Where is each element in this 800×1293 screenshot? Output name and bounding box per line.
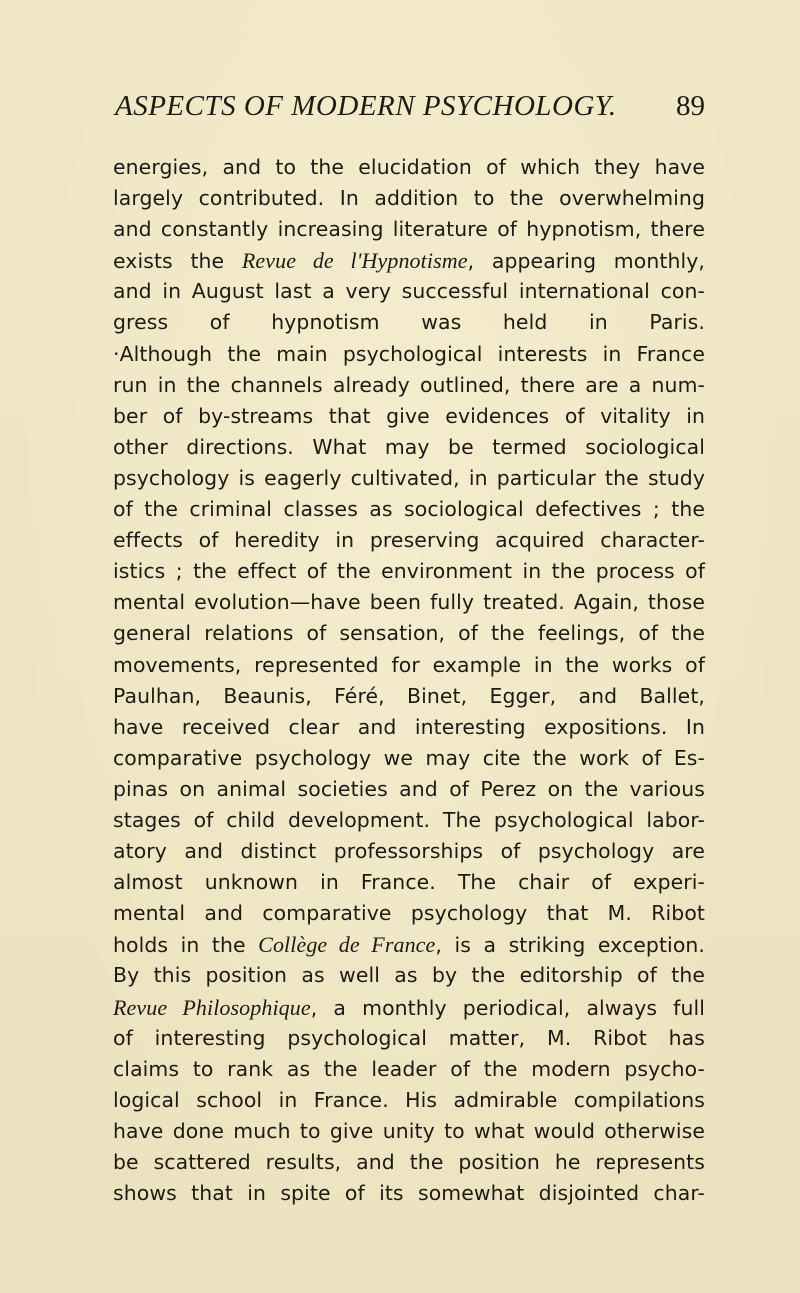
text-line	[113, 898, 705, 929]
text-line	[113, 339, 705, 370]
text-line	[113, 992, 705, 1023]
text-line	[113, 525, 705, 556]
italic-title: Collège de France	[258, 932, 436, 958]
text-segment: , is a striking exception.	[435, 933, 706, 958]
text-segment: almost unknown in France. The chair of experi-	[113, 870, 705, 895]
text-line	[113, 183, 705, 214]
text-segment: be scattered results, and the position he represents	[113, 1150, 705, 1174]
text-segment: gress of hypnotism was held in Paris.	[113, 310, 705, 335]
italic-title: Revue de l'Hypnotisme	[241, 248, 468, 274]
text-line	[113, 867, 705, 898]
text-segment: holds in the	[113, 933, 259, 958]
text-segment: atory and distinct professorships of psychology are	[113, 839, 705, 864]
text-segment: psychology is eagerly cultivated, in particular the study	[113, 465, 705, 490]
text-line	[113, 618, 705, 649]
text-line	[113, 836, 705, 867]
text-segment: stages of child development. The psychological labor-	[113, 807, 705, 832]
text-segment: , a monthly periodical, always full	[310, 995, 706, 1020]
text-line	[113, 152, 705, 183]
text-segment: and in August last a very successful international con-	[113, 279, 705, 304]
text-line	[113, 463, 705, 494]
text-segment: By this position as well as by the editorship of the	[113, 963, 705, 988]
text-segment: other directions. What may be termed sociological	[113, 434, 705, 459]
text-line	[113, 214, 705, 245]
text-segment: istics ; the effect of the environment in the process of	[113, 559, 705, 584]
text-segment: effects of heredity in preserving acquired character-	[113, 528, 705, 553]
text-segment: energies, and to the elucidation of which they have	[113, 155, 705, 179]
text-segment: exists the	[113, 249, 242, 274]
text-line	[113, 1147, 705, 1178]
text-segment: ·Although the main psychological interests in France	[113, 341, 705, 366]
text-line	[113, 556, 705, 587]
text-segment: mental and comparative psychology that M. Ribot	[113, 901, 705, 926]
text-line	[113, 401, 705, 432]
body-text	[113, 152, 705, 1209]
text-segment: comparative psychology we may cite the work of Es-	[113, 745, 705, 770]
text-line	[113, 929, 705, 960]
text-line	[113, 681, 705, 712]
text-line	[113, 432, 705, 463]
text-line	[113, 1023, 705, 1054]
text-segment: claims to rank as the leader of the modern psycho-	[113, 1056, 705, 1081]
text-segment: have done much to give unity to what would otherwise	[113, 1118, 705, 1143]
text-line	[113, 805, 705, 836]
text-line	[113, 245, 705, 276]
text-segment: logical school in France. His admirable compilations	[113, 1087, 705, 1112]
running-title: ASPECTS OF MODERN PSYCHOLOGY.	[115, 90, 617, 122]
text-line	[113, 712, 705, 743]
italic-title: Revue Philosophique	[113, 994, 311, 1020]
text-segment: pinas on animal societies and of Perez on the various	[113, 776, 705, 801]
text-line	[113, 370, 705, 401]
text-segment: have received clear and interesting expositions. In	[113, 714, 705, 739]
text-line	[113, 650, 705, 681]
text-segment: ber of by-streams that give evidences of vitality in	[113, 403, 705, 428]
text-line	[113, 1085, 705, 1116]
text-line	[113, 774, 705, 805]
text-line	[113, 276, 705, 307]
text-line	[113, 307, 705, 338]
text-line	[113, 494, 705, 525]
text-segment: movements, represented for example in the works of	[113, 652, 705, 677]
text-segment: mental evolution—have been fully treated. Again, those	[113, 590, 705, 615]
text-line	[113, 743, 705, 774]
text-segment: shows that in spite of its somewhat disjointed char-	[113, 1181, 705, 1206]
running-head	[115, 90, 705, 130]
text-line	[113, 1054, 705, 1085]
text-line	[113, 1116, 705, 1147]
text-segment: , appearing monthly,	[467, 249, 705, 274]
text-segment: and constantly increasing literature of hypnotism, there	[113, 217, 705, 242]
text-segment: Paulhan, Beaunis, Féré, Binet, Egger, and Ballet,	[113, 683, 705, 708]
text-line	[113, 1178, 705, 1209]
text-segment: of the criminal classes as sociological defectives ; the	[113, 497, 705, 522]
text-segment: of interesting psychological matter, M. Ribot has	[113, 1025, 705, 1050]
text-segment: run in the channels already outlined, there are a num-	[113, 372, 705, 397]
page-number: 89	[676, 90, 705, 122]
text-line	[113, 960, 705, 991]
text-line	[113, 587, 705, 618]
text-segment: general relations of sensation, of the feelings, of the	[113, 621, 705, 646]
text-segment: largely contributed. In addition to the overwhelming	[113, 186, 705, 211]
